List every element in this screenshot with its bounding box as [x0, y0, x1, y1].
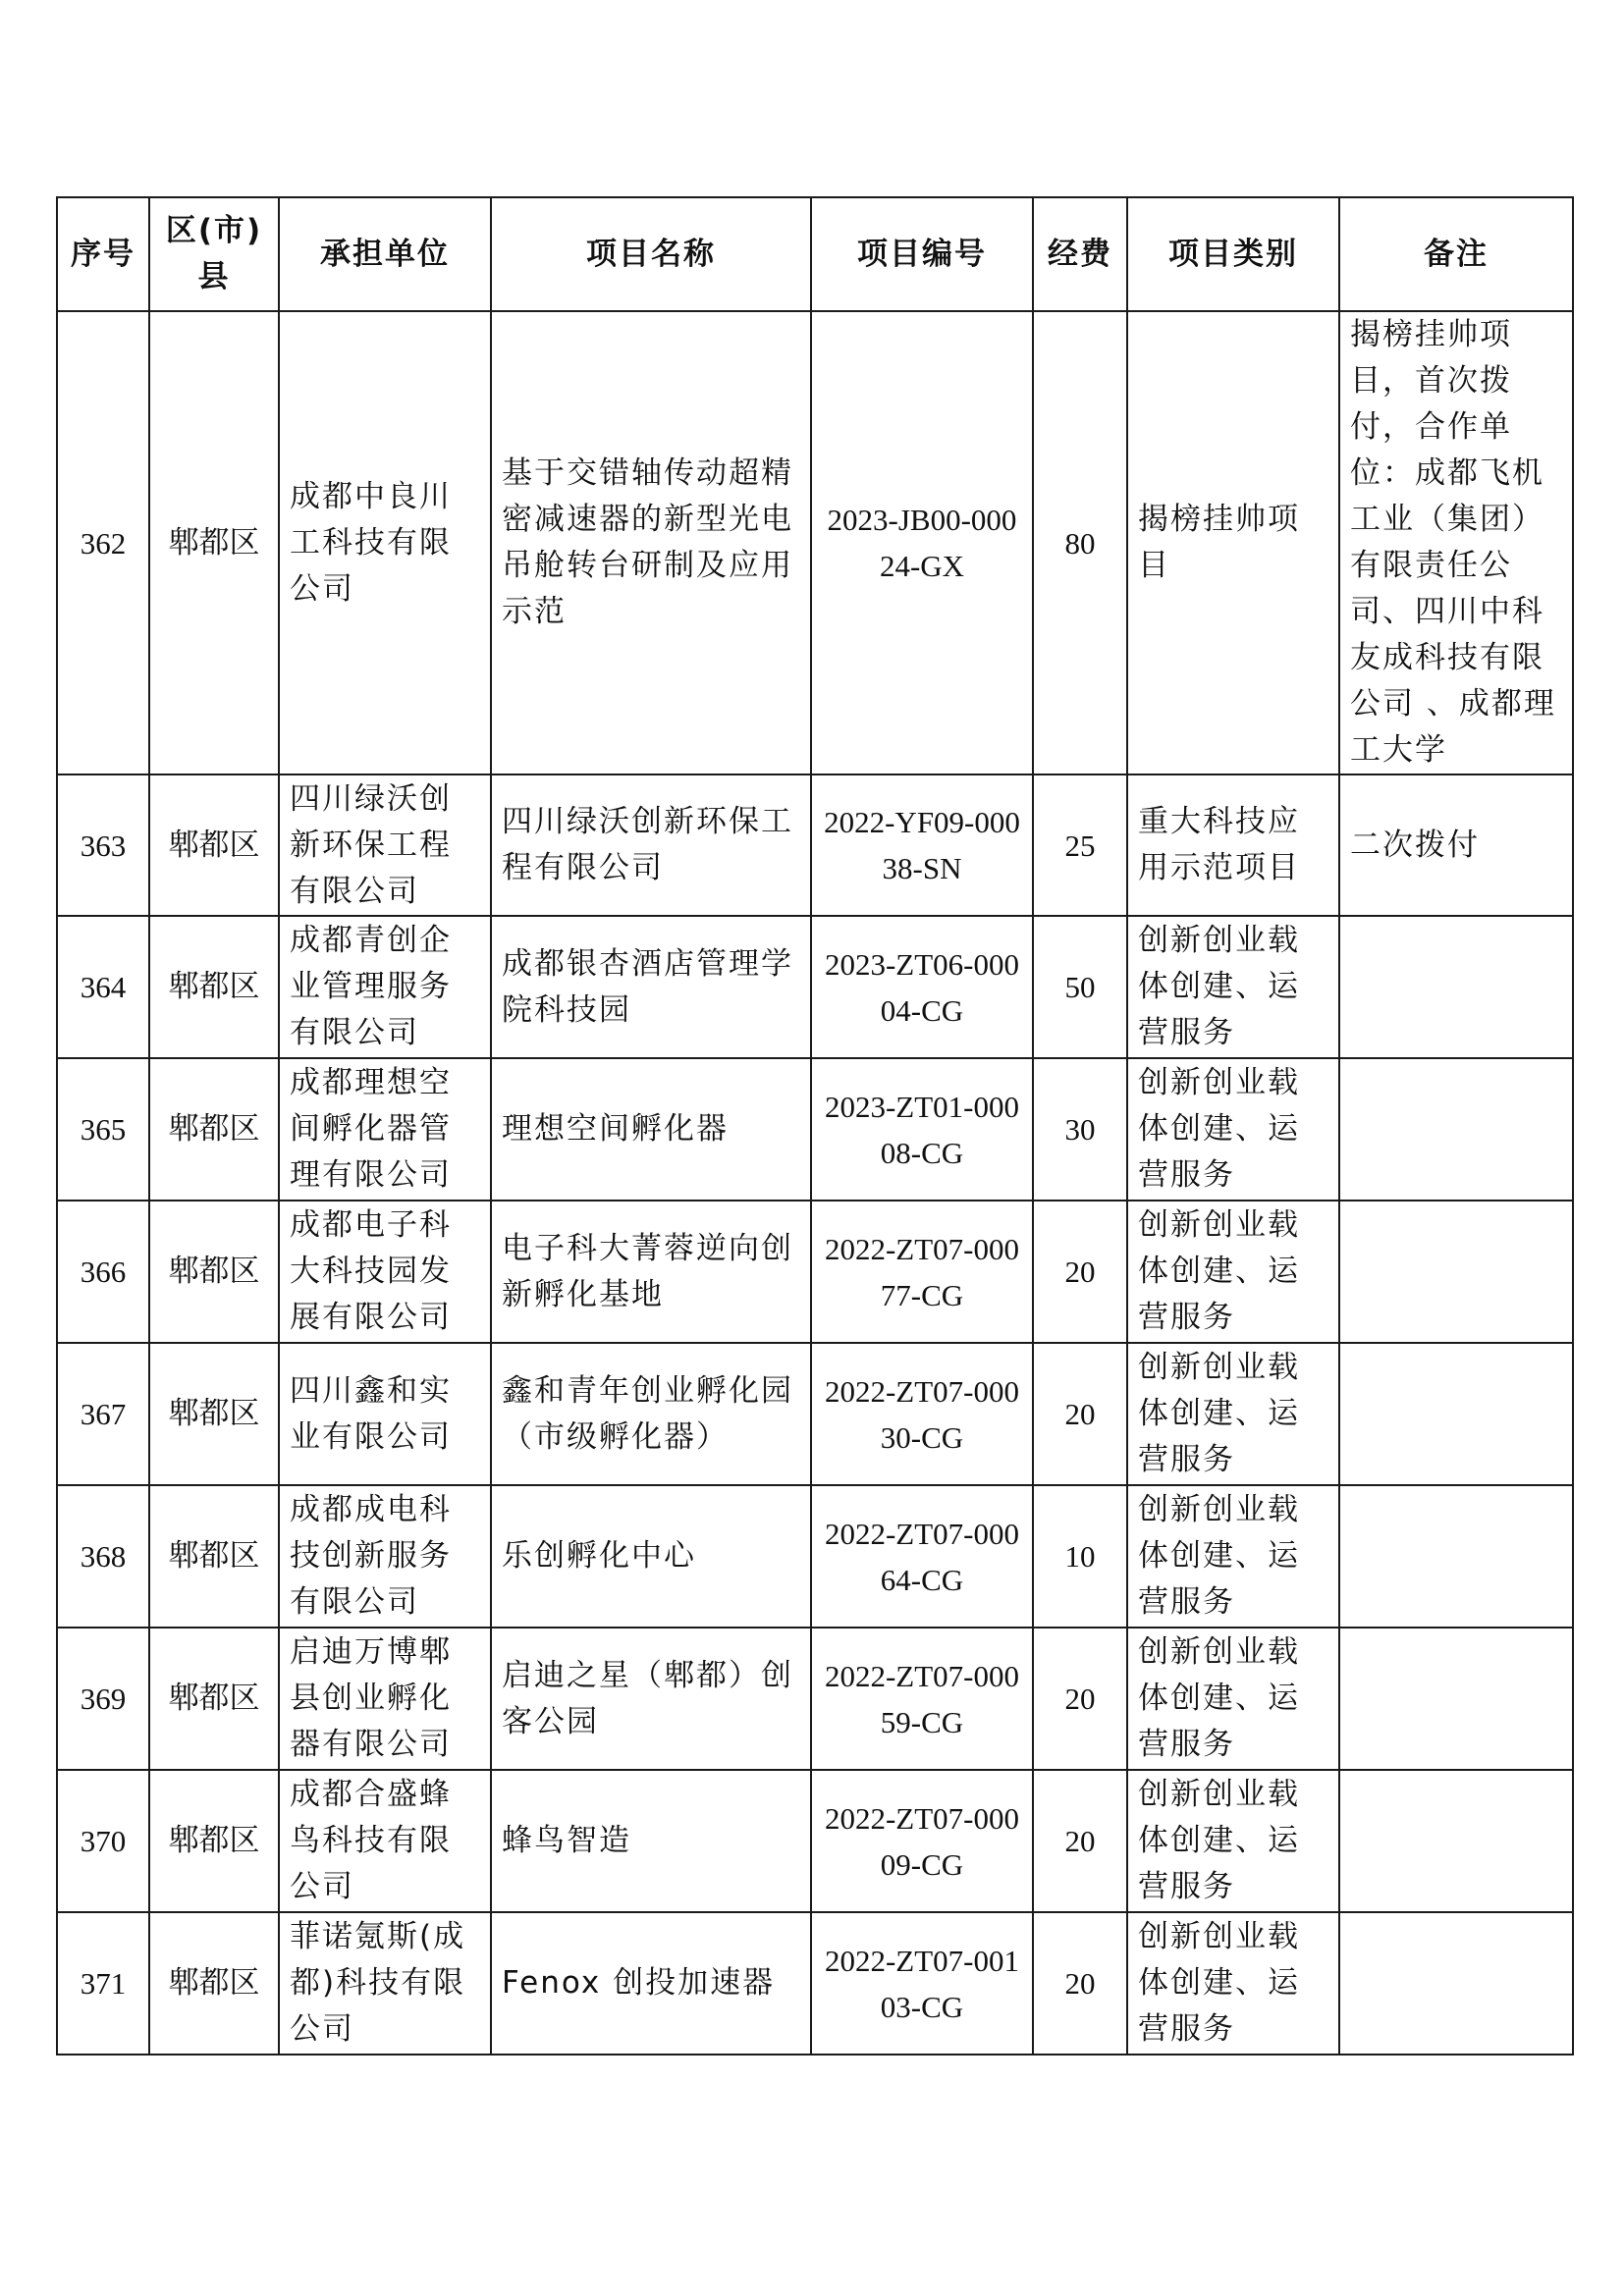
- cell-name: 乐创孵化中心: [491, 1485, 811, 1628]
- cell-name: 启迪之星（郫都）创客公园: [491, 1628, 811, 1770]
- cell-idx: 363: [57, 774, 149, 916]
- cell-district: 郫都区: [149, 916, 279, 1058]
- cell-idx: 365: [57, 1058, 149, 1201]
- cell-district: 郫都区: [149, 1343, 279, 1485]
- cell-category: 重大科技应用示范项目: [1127, 774, 1339, 916]
- cell-idx: 370: [57, 1770, 149, 1912]
- cell-district: 郫都区: [149, 1058, 279, 1201]
- header-name: 项目名称: [491, 197, 811, 311]
- cell-category: 揭榜挂帅项目: [1127, 311, 1339, 774]
- cell-remark: [1339, 1343, 1573, 1485]
- cell-fund: 20: [1033, 1912, 1127, 2055]
- cell-unit: 四川绿沃创新环保工程有限公司: [279, 774, 491, 916]
- cell-code: 2022-ZT07-00064-CG: [811, 1485, 1033, 1628]
- cell-name: 四川绿沃创新环保工程有限公司: [491, 774, 811, 916]
- cell-fund: 80: [1033, 311, 1127, 774]
- cell-fund: 10: [1033, 1485, 1127, 1628]
- cell-unit: 成都理想空间孵化器管理有限公司: [279, 1058, 491, 1201]
- cell-remark: [1339, 1058, 1573, 1201]
- cell-remark: [1339, 1912, 1573, 2055]
- cell-category: 创新创业载体创建、运营服务: [1127, 1912, 1339, 2055]
- cell-district: 郫都区: [149, 1912, 279, 2055]
- cell-unit: 菲诺氪斯(成都)科技有限公司: [279, 1912, 491, 2055]
- table-body: [57, 311, 1573, 2055]
- cell-remark: [1339, 1628, 1573, 1770]
- cell-remark: [1339, 1770, 1573, 1912]
- cell-remark: 二次拨付: [1339, 774, 1573, 916]
- header-remark: 备注: [1339, 197, 1573, 311]
- cell-category: 创新创业载体创建、运营服务: [1127, 1058, 1339, 1201]
- header-code: 项目编号: [811, 197, 1033, 311]
- cell-code: 2023-ZT06-00004-CG: [811, 916, 1033, 1058]
- header-row: [57, 197, 1573, 311]
- cell-code: 2022-ZT07-00059-CG: [811, 1628, 1033, 1770]
- header-idx: 序号: [57, 197, 149, 311]
- cell-code: 2023-JB00-00024-GX: [811, 311, 1033, 774]
- cell-category: 创新创业载体创建、运营服务: [1127, 1201, 1339, 1343]
- cell-name: 电子科大菁蓉逆向创新孵化基地: [491, 1201, 811, 1343]
- table-row: [57, 774, 1573, 916]
- cell-fund: 20: [1033, 1770, 1127, 1912]
- table-row: [57, 1912, 1573, 2055]
- cell-name: 理想空间孵化器: [491, 1058, 811, 1201]
- table-row: [57, 1201, 1573, 1343]
- cell-fund: 20: [1033, 1201, 1127, 1343]
- cell-category: 创新创业载体创建、运营服务: [1127, 1628, 1339, 1770]
- table-row: [57, 1628, 1573, 1770]
- header-fund: 经费: [1033, 197, 1127, 311]
- cell-unit: 成都中良川工科技有限公司: [279, 311, 491, 774]
- cell-code: 2022-ZT07-00030-CG: [811, 1343, 1033, 1485]
- table-row: [57, 1343, 1573, 1485]
- funding-table: [56, 196, 1574, 2056]
- cell-fund: 20: [1033, 1628, 1127, 1770]
- table-row: [57, 1770, 1573, 1912]
- cell-idx: 369: [57, 1628, 149, 1770]
- cell-code: 2022-YF09-00038-SN: [811, 774, 1033, 916]
- cell-remark: 揭榜挂帅项目，首次拨付，合作单位：成都飞机工业（集团）有限责任公司、四川中科友成科技有限公司 、成都理工大学: [1339, 311, 1573, 774]
- cell-name: Fenox 创投加速器: [491, 1912, 811, 2055]
- cell-idx: 366: [57, 1201, 149, 1343]
- cell-district: 郫都区: [149, 1485, 279, 1628]
- cell-code: 2022-ZT07-00103-CG: [811, 1912, 1033, 2055]
- cell-name: 蜂鸟智造: [491, 1770, 811, 1912]
- cell-fund: 25: [1033, 774, 1127, 916]
- table-row: [57, 1058, 1573, 1201]
- cell-remark: [1339, 916, 1573, 1058]
- cell-idx: 367: [57, 1343, 149, 1485]
- cell-unit: 成都青创企业管理服务有限公司: [279, 916, 491, 1058]
- table-row: [57, 1485, 1573, 1628]
- header-district: 区(市)县: [149, 197, 279, 311]
- cell-category: 创新创业载体创建、运营服务: [1127, 916, 1339, 1058]
- cell-unit: 四川鑫和实业有限公司: [279, 1343, 491, 1485]
- cell-unit: 成都成电科技创新服务有限公司: [279, 1485, 491, 1628]
- cell-name: 成都银杏酒店管理学院科技园: [491, 916, 811, 1058]
- cell-fund: 20: [1033, 1343, 1127, 1485]
- cell-idx: 368: [57, 1485, 149, 1628]
- cell-fund: 30: [1033, 1058, 1127, 1201]
- cell-remark: [1339, 1201, 1573, 1343]
- header-category: 项目类别: [1127, 197, 1339, 311]
- table-row: [57, 311, 1573, 774]
- cell-category: 创新创业载体创建、运营服务: [1127, 1343, 1339, 1485]
- cell-name: 鑫和青年创业孵化园（市级孵化器）: [491, 1343, 811, 1485]
- cell-category: 创新创业载体创建、运营服务: [1127, 1770, 1339, 1912]
- header-unit: 承担单位: [279, 197, 491, 311]
- cell-unit: 成都电子科大科技园发展有限公司: [279, 1201, 491, 1343]
- cell-district: 郫都区: [149, 1628, 279, 1770]
- cell-code: 2022-ZT07-00077-CG: [811, 1201, 1033, 1343]
- cell-district: 郫都区: [149, 1770, 279, 1912]
- cell-code: 2023-ZT01-00008-CG: [811, 1058, 1033, 1201]
- cell-unit: 成都合盛蜂鸟科技有限公司: [279, 1770, 491, 1912]
- cell-district: 郫都区: [149, 311, 279, 774]
- cell-category: 创新创业载体创建、运营服务: [1127, 1485, 1339, 1628]
- cell-code: 2022-ZT07-00009-CG: [811, 1770, 1033, 1912]
- cell-district: 郫都区: [149, 774, 279, 916]
- table-row: [57, 916, 1573, 1058]
- cell-name: 基于交错轴传动超精密减速器的新型光电吊舱转台研制及应用示范: [491, 311, 811, 774]
- cell-idx: 371: [57, 1912, 149, 2055]
- cell-remark: [1339, 1485, 1573, 1628]
- cell-idx: 364: [57, 916, 149, 1058]
- cell-fund: 50: [1033, 916, 1127, 1058]
- cell-unit: 启迪万博郫县创业孵化器有限公司: [279, 1628, 491, 1770]
- cell-idx: 362: [57, 311, 149, 774]
- cell-district: 郫都区: [149, 1201, 279, 1343]
